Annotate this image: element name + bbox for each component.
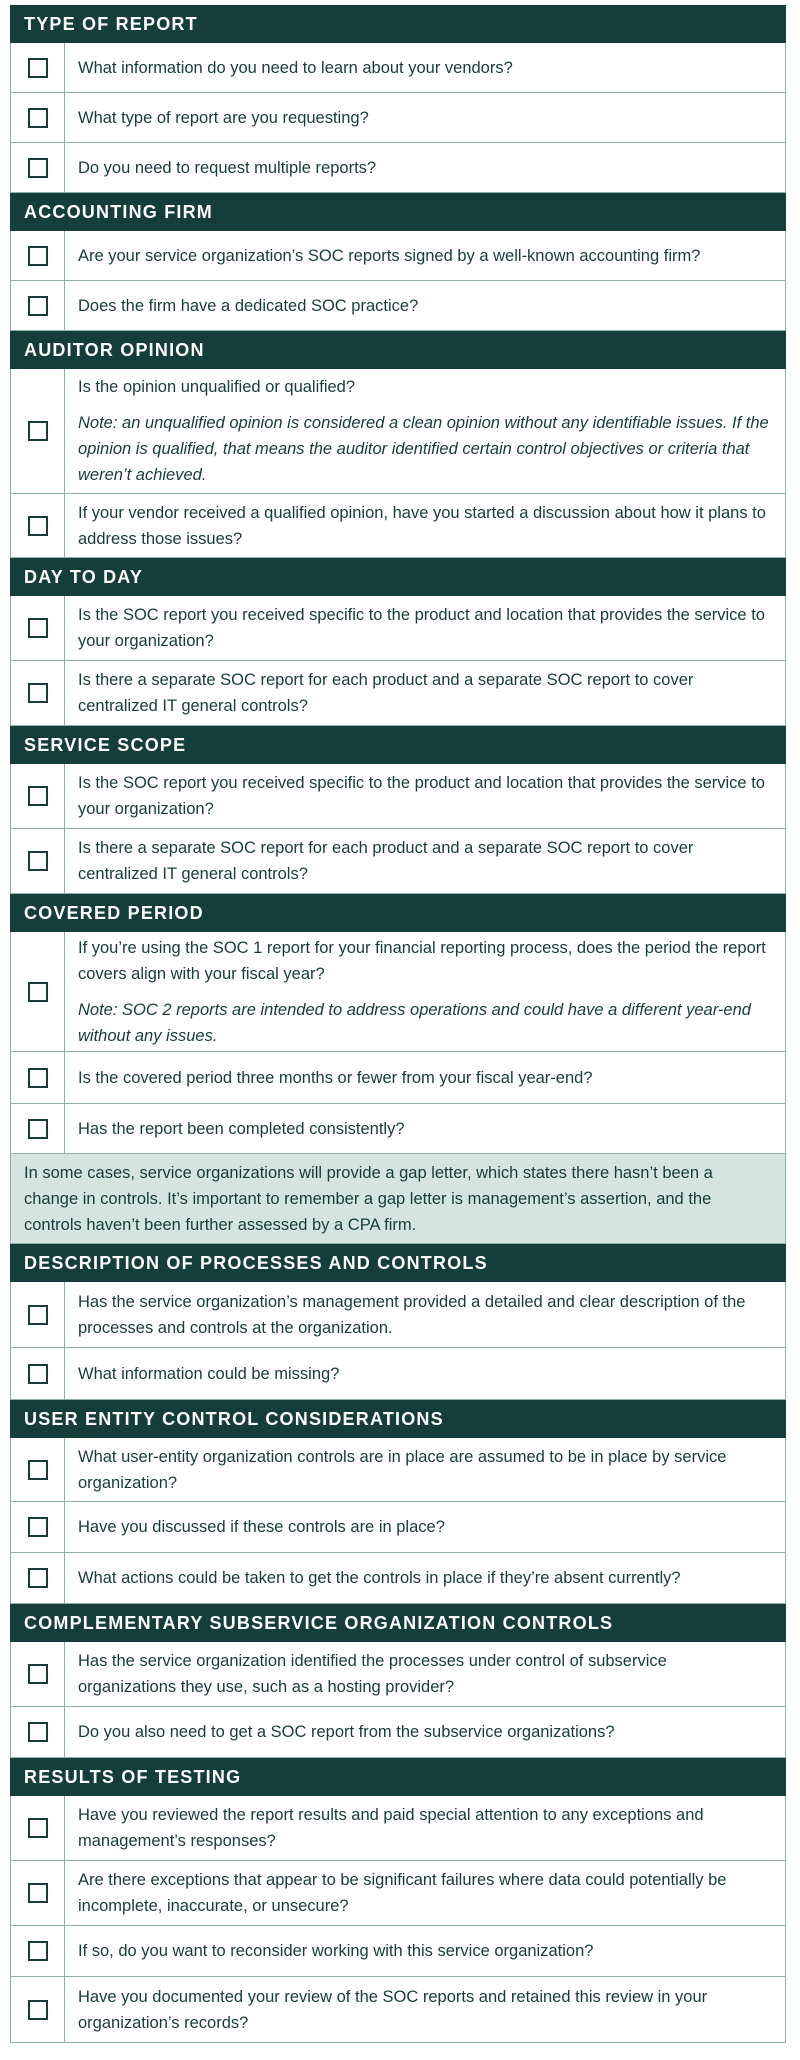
question-text: Do you need to request multiple reports?	[78, 158, 377, 177]
question-text: Does the firm have a dedicated SOC practice?	[78, 296, 419, 315]
question-cell	[65, 596, 785, 660]
question-text: Has the service organization identified the processes under control of subservice organizations they use, such as a hosting provider?	[78, 1652, 667, 1696]
section-header-complementary-subservice: COMPLEMENTARY SUBSERVICE ORGANIZATION CONTROLS	[10, 1604, 786, 1642]
checkbox[interactable]	[28, 108, 48, 128]
question-text: Is the opinion unqualified or qualified?	[78, 378, 356, 396]
checklist-row	[10, 43, 786, 93]
question-cell	[65, 829, 785, 893]
checkbox[interactable]	[28, 2000, 48, 2020]
question-text: What type of report are you requesting?	[78, 108, 369, 127]
checklist-row	[10, 829, 786, 894]
question-text: Have you reviewed the report results and paid special attention to any exceptions and management’s responses?	[78, 1806, 704, 1850]
question-text: What information could be missing?	[78, 1364, 340, 1383]
question-cell	[65, 1282, 785, 1347]
checklist-row	[10, 1796, 786, 1861]
checkbox[interactable]	[28, 982, 48, 1002]
section-header-results-of-testing: RESULTS OF TESTING	[10, 1758, 786, 1796]
question-cell	[65, 1642, 785, 1706]
question-cell	[65, 1707, 785, 1757]
checkbox[interactable]	[28, 1305, 48, 1325]
note-text: Note: SOC 2 reports are intended to address operations and could have a different year-end without any issues.	[78, 1000, 751, 1045]
question-text: If your vendor received a qualified opinion, have you started a discussion about how it plans to address those issues?	[78, 503, 766, 548]
checklist-row	[10, 1707, 786, 1758]
section-header-service-scope: SERVICE SCOPE	[10, 726, 786, 764]
question-text: Has the report been completed consistently?	[78, 1119, 405, 1138]
question-text: If so, do you want to reconsider working with this service organization?	[78, 1942, 594, 1960]
checkbox-cell	[11, 596, 65, 660]
section-header-day-to-day: DAY TO DAY	[10, 558, 786, 596]
soc-report-checklist	[10, 5, 786, 2043]
section-header-covered-period: COVERED PERIOD	[10, 894, 786, 932]
checkbox-cell	[11, 1502, 65, 1552]
checklist-row	[10, 1861, 786, 1926]
checkbox[interactable]	[28, 1517, 48, 1537]
question-text: Have you discussed if these controls are in place?	[78, 1518, 445, 1536]
checklist-row	[10, 1642, 786, 1707]
question-cell	[65, 1796, 785, 1860]
checklist-row	[10, 93, 786, 143]
checkbox-cell	[11, 1926, 65, 1976]
checkbox[interactable]	[28, 516, 48, 536]
checkbox-cell	[11, 1282, 65, 1347]
checklist-row	[10, 369, 786, 494]
checkbox-cell	[11, 1861, 65, 1925]
checklist-row	[10, 1502, 786, 1553]
question-cell	[65, 1926, 785, 1976]
checkbox-cell	[11, 764, 65, 828]
checkbox[interactable]	[28, 1941, 48, 1961]
question-text: Do you also need to get a SOC report from the subservice organizations?	[78, 1723, 615, 1741]
question-text: Is there a separate SOC report for each product and a separate SOC report to cover centralized IT general controls?	[78, 671, 694, 715]
section-header-accounting-firm: ACCOUNTING FIRM	[10, 193, 786, 231]
question-text: Are there exceptions that appear to be significant failures where data could potentially be incomplete, inaccurate, or unsecure?	[78, 1871, 727, 1915]
question-cell	[65, 661, 785, 725]
checkbox-cell	[11, 661, 65, 725]
section-header-type-of-report: TYPE OF REPORT	[10, 5, 786, 43]
checklist-row	[10, 1926, 786, 1977]
question-cell	[65, 1861, 785, 1925]
checkbox[interactable]	[28, 1364, 48, 1384]
checkbox[interactable]	[28, 1664, 48, 1684]
checklist-row	[10, 1348, 786, 1400]
checkbox[interactable]	[28, 421, 48, 441]
question-text: Has the service organization’s management provided a detailed and clear description of the processes and controls at the organization.	[78, 1292, 746, 1337]
checkbox[interactable]	[28, 618, 48, 638]
checkbox[interactable]	[28, 1119, 48, 1139]
checklist-row	[10, 596, 786, 661]
question-cell	[65, 1977, 785, 2042]
checkbox-cell	[11, 1707, 65, 1757]
checkbox-cell	[11, 93, 65, 142]
checklist-row	[10, 231, 786, 281]
question-cell	[65, 1052, 785, 1103]
checkbox-cell	[11, 494, 65, 557]
question-cell	[65, 1502, 785, 1552]
checkbox[interactable]	[28, 58, 48, 78]
checkbox-cell	[11, 43, 65, 92]
checklist-row	[10, 1052, 786, 1104]
checkbox[interactable]	[28, 1568, 48, 1588]
gap-letter-callout	[10, 1154, 786, 1244]
question-text: If you’re using the SOC 1 report for your financial reporting process, does the period the report covers align with your fiscal year?	[78, 938, 766, 983]
question-text: Is the SOC report you received specific to the product and location that provides the service to your organization?	[78, 606, 765, 650]
checklist-row	[10, 1282, 786, 1348]
question-cell	[65, 1553, 785, 1603]
question-cell	[65, 369, 785, 493]
checkbox-cell	[11, 1052, 65, 1103]
note-text: Note: an unqualified opinion is considered a clean opinion without any identifiable issues. If the opinion is qualified, that means the auditor identified certain control objectives or criteria that weren’t achieved.	[78, 414, 769, 484]
checklist-row	[10, 1553, 786, 1604]
checkbox[interactable]	[28, 158, 48, 178]
question-cell	[65, 231, 785, 280]
checkbox-cell	[11, 281, 65, 330]
checklist-row	[10, 143, 786, 193]
question-cell	[65, 281, 785, 330]
checkbox-cell	[11, 369, 65, 493]
checklist-row	[10, 764, 786, 829]
question-text: Is there a separate SOC report for each product and a separate SOC report to cover centralized IT general controls?	[78, 839, 694, 883]
checkbox-cell	[11, 932, 65, 1051]
question-text: What user-entity organization controls are in place are assumed to be in place by service organization?	[78, 1447, 727, 1492]
section-header-description-of-processes: DESCRIPTION OF PROCESSES AND CONTROLS	[10, 1244, 786, 1282]
checkbox-cell	[11, 231, 65, 280]
checkbox-cell	[11, 1348, 65, 1399]
checklist-row	[10, 661, 786, 726]
checkbox[interactable]	[28, 851, 48, 871]
question-text: Is the covered period three months or fewer from your fiscal year-end?	[78, 1068, 593, 1087]
question-cell	[65, 1438, 785, 1501]
checkbox-cell	[11, 1438, 65, 1501]
question-cell	[65, 43, 785, 92]
checkbox[interactable]	[28, 1068, 48, 1088]
checkbox[interactable]	[28, 1460, 48, 1480]
question-cell	[65, 143, 785, 192]
section-header-user-entity-controls: USER ENTITY CONTROL CONSIDERATIONS	[10, 1400, 786, 1438]
checklist-row	[10, 494, 786, 558]
question-text: Have you documented your review of the SOC reports and retained this review in your organization’s records?	[78, 1987, 708, 2032]
checkbox[interactable]	[28, 1722, 48, 1742]
checklist-row	[10, 1104, 786, 1154]
checklist-row	[10, 932, 786, 1052]
checkbox[interactable]	[28, 786, 48, 806]
checkbox[interactable]	[28, 1818, 48, 1838]
question-text: Is the SOC report you received specific to the product and location that provides the service to your organization?	[78, 774, 765, 818]
checkbox-cell	[11, 1977, 65, 2042]
checklist-row	[10, 1977, 786, 2043]
checklist-row	[10, 281, 786, 331]
question-text: Are your service organization’s SOC reports signed by a well-known accounting firm?	[78, 246, 701, 265]
callout-text: In some cases, service organizations will provide a gap letter, which states there hasn’t been a change in controls. It’s important to remember a gap letter is management’s assertion, and the controls haven’t been further assessed by a CPA firm.	[24, 1163, 713, 1234]
checkbox-cell	[11, 1104, 65, 1153]
checkbox[interactable]	[28, 296, 48, 316]
checkbox-cell	[11, 1642, 65, 1706]
question-cell	[65, 932, 785, 1051]
checklist-row	[10, 1438, 786, 1502]
checkbox[interactable]	[28, 1883, 48, 1903]
question-text: What actions could be taken to get the controls in place if they’re absent currently?	[78, 1569, 681, 1587]
question-cell	[65, 1348, 785, 1399]
checkbox-cell	[11, 829, 65, 893]
question-cell	[65, 93, 785, 142]
checkbox[interactable]	[28, 246, 48, 266]
question-cell	[65, 764, 785, 828]
question-cell	[65, 1104, 785, 1153]
question-cell	[65, 494, 785, 557]
checkbox-cell	[11, 1553, 65, 1603]
section-header-auditor-opinion: AUDITOR OPINION	[10, 331, 786, 369]
checkbox-cell	[11, 1796, 65, 1860]
checkbox-cell	[11, 143, 65, 192]
question-text: What information do you need to learn about your vendors?	[78, 58, 513, 77]
checkbox[interactable]	[28, 683, 48, 703]
